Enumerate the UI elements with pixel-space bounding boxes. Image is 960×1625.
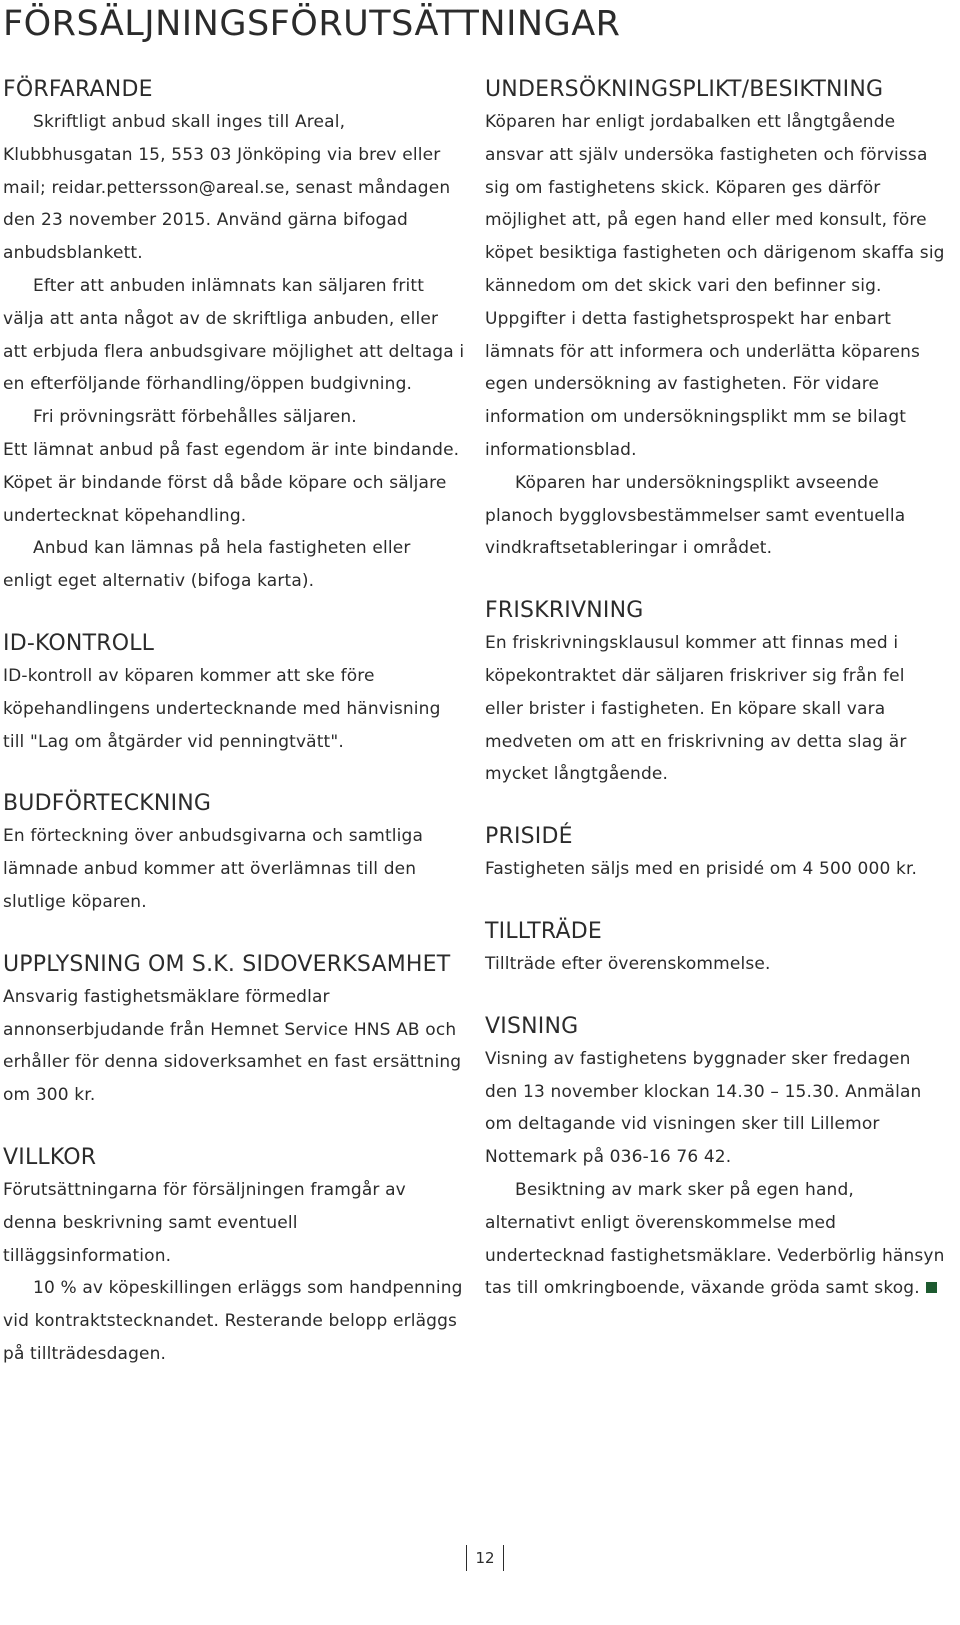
section-visning bbox=[485, 1009, 945, 1305]
section-heading: BUDFÖRTECKNING bbox=[3, 791, 212, 817]
paragraph bbox=[485, 627, 945, 791]
paragraph bbox=[3, 660, 465, 758]
section-heading: VISNING bbox=[485, 1013, 579, 1039]
page-number: 12 bbox=[466, 1545, 504, 1571]
paragraph-text: Köparen har enligt jordabalken ett långtgående ansvar att själv undersöka fastigheten och förvissa sig om fastighetens skick. Köparen ges därför möjlighet att, på egen hand eller med konsult, före köpet besiktiga fastigheten och därigenom skaffa sig kännedom om det skick vari den befinner sig. Uppgifter i detta fastighetsprospekt har enbart lämnats för att informera och underlätta köparens egen undersökning av fastigheten. För vidare information om undersökningsplikt mm se bilagt informationsblad. bbox=[485, 112, 945, 460]
paragraph-text: Fastigheten säljs med en prisidé om 4 500 000 kr. bbox=[485, 859, 918, 880]
paragraph-text: Visning av fastighetens byggnader sker fredagen den 13 november klockan 14.30 – 15.30. Anmälan om deltagande vid visningen sker till Lillemor Nottemark på 036-16 76 42. bbox=[485, 1048, 922, 1168]
paragraph-text: Tillträde efter överenskommelse. bbox=[485, 953, 771, 974]
paragraph-text: Köparen har undersökningsplikt avseende planoch bygglovsbestämmelser samt eventuella vindkraftsetableringar i området. bbox=[485, 472, 906, 559]
section-upplysning-om-s-k-sidoverksamhet bbox=[3, 947, 465, 1112]
paragraph bbox=[3, 820, 465, 918]
paragraph bbox=[3, 981, 465, 1112]
section-heading: FÖRFARANDE bbox=[3, 77, 153, 102]
paragraph bbox=[485, 948, 945, 981]
left-column bbox=[3, 72, 465, 1399]
paragraph bbox=[485, 467, 945, 565]
paragraph bbox=[485, 106, 945, 467]
paragraph-text: Skriftligt anbud skall inges till Areal, Klubbhusgatan 15, 553 03 Jönköping via brev eller mail; reidar.pettersson@areal.se, senast måndagen den 23 november 2015. Använd gärna bifogad anbudsblankett. bbox=[3, 112, 451, 264]
section-priside bbox=[485, 819, 945, 886]
paragraph bbox=[485, 1174, 945, 1305]
paragraph-text: 10 % av köpeskillingen erläggs som handpenning vid kontraktstecknandet. Resterande belopp erläggs på tillträdesdagen. bbox=[3, 1278, 463, 1364]
paragraph bbox=[3, 106, 465, 270]
paragraph-text: Ett lämnat anbud på fast egendom är inte bindande. Köpet är bindande först då både köpare och säljare undertecknat köpehandling. bbox=[3, 439, 460, 526]
paragraph bbox=[3, 270, 465, 401]
paragraph bbox=[3, 401, 465, 434]
section-tilltrade bbox=[485, 914, 945, 981]
paragraph-text: En friskrivningsklausul kommer att finnas med i köpekontraktet där säljaren friskriver sig från fel eller brister i fastigheten. En köpare skall vara medveten om att en friskrivning av detta slag är mycket långtgående. bbox=[485, 633, 907, 785]
section-id-kontroll bbox=[3, 626, 465, 758]
section-heading: ID-KONTROLL bbox=[3, 630, 155, 656]
paragraph bbox=[485, 1043, 945, 1174]
section-heading: PRISIDÉ bbox=[485, 824, 573, 850]
paragraph bbox=[485, 853, 945, 886]
section-heading: UNDERSÖKNINGSPLIKT/BESIKTNING bbox=[485, 77, 884, 102]
section-forfarande bbox=[3, 72, 465, 598]
paragraph-text: Efter att anbuden inlämnats kan säljaren fritt välja att anta något av de skriftliga anbuden, eller att erbjuda flera anbudsgivare möjlighet att deltaga i en efterföljande förhandling/öppen budgivning. bbox=[3, 275, 465, 395]
page-title: FÖRSÄLJNINGSFÖRUTSÄTTNINGAR bbox=[3, 4, 621, 44]
section-heading: TILLTRÄDE bbox=[485, 918, 602, 944]
end-square-icon bbox=[926, 1282, 937, 1293]
section-heading: UPPLYSNING OM S.K. SIDOVERKSAMHET bbox=[3, 951, 451, 977]
paragraph-text: Förutsättningarna för försäljningen framgår av denna beskrivning samt eventuell tilläggsinformation. bbox=[3, 1179, 406, 1266]
right-column bbox=[485, 72, 945, 1333]
paragraph-text: Besiktning av mark sker på egen hand, alternativt enligt överenskommelse med undertecknad fastighetsmäklare. Vederbörlig hänsyn tas till omkringboende, växande gröda samt skog. bbox=[485, 1179, 945, 1299]
section-undersokningsplikt-besiktning bbox=[485, 72, 945, 565]
section-heading: FRISKRIVNING bbox=[485, 598, 644, 624]
section-heading: VILLKOR bbox=[3, 1144, 97, 1170]
paragraph-text: ID-kontroll av köparen kommer att ske före köpehandlingens undertecknande med hänvisning till "Lag om åtgärder vid penningtvätt". bbox=[3, 665, 441, 752]
paragraph bbox=[3, 434, 465, 532]
paragraph-text: Anbud kan lämnas på hela fastigheten eller enligt eget alternativ (bifoga karta). bbox=[3, 538, 411, 592]
paragraph-text: Ansvarig fastighetsmäklare förmedlar annonserbjudande från Hemnet Service HNS AB och erhåller för denna sidoverksamhet en fast ersättning om 300 kr. bbox=[3, 986, 462, 1106]
paragraph bbox=[3, 1174, 465, 1272]
paragraph bbox=[3, 532, 465, 598]
paragraph bbox=[3, 1272, 465, 1370]
paragraph-text: En förteckning över anbudsgivarna och samtliga lämnade anbud kommer att överlämnas till den slutlige köparen. bbox=[3, 826, 424, 912]
section-friskrivning bbox=[485, 593, 945, 791]
section-villkor bbox=[3, 1140, 465, 1371]
paragraph-text: Fri prövningsrätt förbehålles säljaren. bbox=[33, 407, 357, 428]
section-budforteckning bbox=[3, 786, 465, 918]
